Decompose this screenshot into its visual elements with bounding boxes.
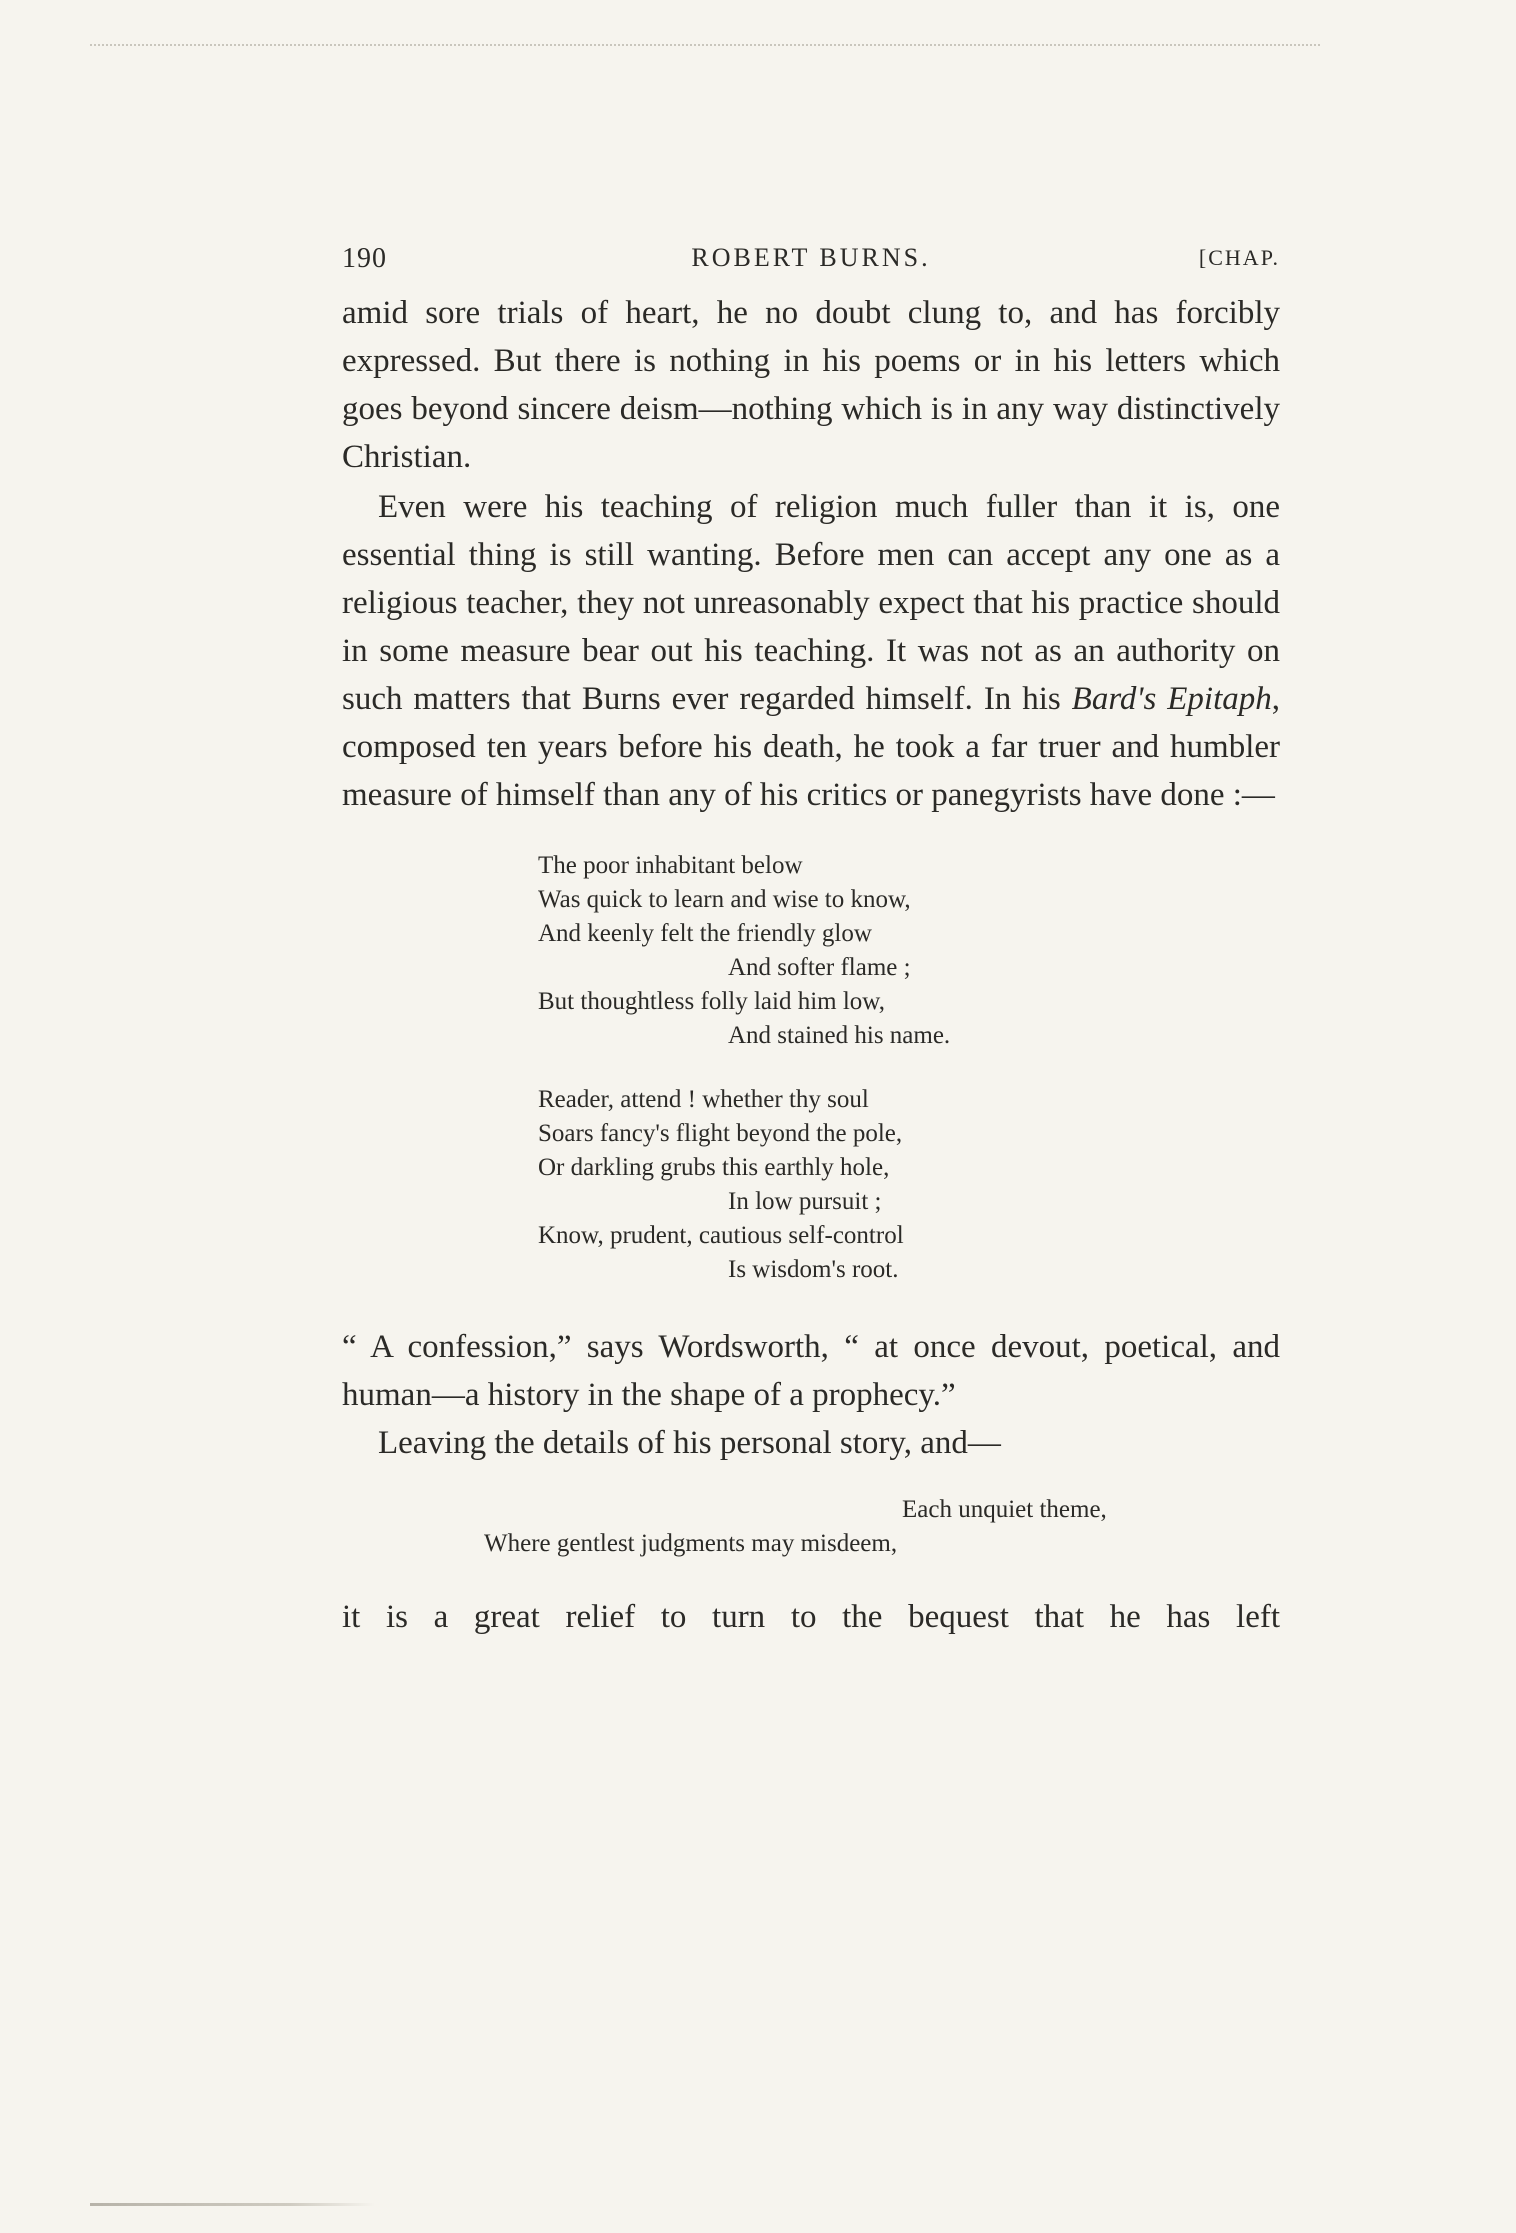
scan-edge-bottom	[90, 2203, 375, 2206]
running-head	[342, 243, 1280, 287]
paragraph-continued	[342, 289, 1280, 481]
book-page	[342, 243, 1280, 1641]
paragraph-text: , composed ten years before his death, he took a far truer and humbler measure of himself than any of his critics or panegyrists have done :—	[342, 681, 1280, 813]
verse-line: Each unquiet theme,	[902, 1496, 1107, 1523]
verse-line: But thoughtless folly laid him low,	[538, 988, 885, 1015]
verse-line: And stained his name.	[728, 1022, 951, 1049]
verse-line: The poor inhabitant below	[538, 852, 803, 879]
verse-line: Is wisdom's root.	[728, 1256, 899, 1283]
verse-line: In low pursuit ;	[728, 1188, 882, 1215]
chapter-marker: [CHAP.	[1198, 245, 1280, 270]
page-number: 190	[342, 243, 387, 274]
paragraph-text: Even were his teaching of religion much fuller than it is, one essential thing is still wanting. Before men can accept any one as a religious teacher, they not unreasonably expect that his practice should in some measure bear out his teaching. It was not as an authority on such matters that Burns ever regarded himself. In his	[342, 489, 1280, 717]
verse-stanza-1	[342, 849, 1280, 1053]
verse-quotation	[342, 1493, 1280, 1561]
verse-line: Reader, attend ! whether thy soul	[538, 1086, 869, 1113]
paragraph-text: “ A confession,” says Wordsworth, “ at once devout, poetical, and human—a history in the shape of a prophecy.”	[342, 1329, 1280, 1413]
paragraph-wordsworth-quote	[342, 1323, 1280, 1419]
paragraph-text: amid sore trials of heart, he no doubt clung to, and has forcibly expressed. But there is nothing in his poems or in his letters which goes beyond sincere deism—nothing which is in any way distinctively Christian.	[342, 295, 1280, 475]
paragraph-leaving-details	[342, 1419, 1280, 1467]
paragraph-text: Leaving the details of his personal story, and—	[378, 1425, 1001, 1461]
verse-line: Was quick to learn and wise to know,	[538, 886, 911, 913]
italic-title: Bard's Epitaph	[1071, 681, 1272, 717]
verse-line: And keenly felt the friendly glow	[538, 920, 872, 947]
verse-stanza-2	[342, 1083, 1280, 1287]
running-title: ROBERT BURNS.	[691, 243, 931, 272]
verse-line: And softer flame ;	[728, 954, 911, 981]
verse-line: Know, prudent, cautious self-control	[538, 1222, 904, 1249]
verse-line: Soars fancy's flight beyond the pole,	[538, 1120, 903, 1147]
paragraph-bards-epitaph	[342, 483, 1280, 819]
scan-edge-top	[90, 44, 1320, 46]
verse-line: Where gentlest judgments may misdeem,	[484, 1530, 898, 1557]
paragraph-text: it is a great relief to turn to the bequest that he has left	[342, 1599, 1280, 1635]
verse-line: Or darkling grubs this earthly hole,	[538, 1154, 890, 1181]
paragraph-bequest	[342, 1593, 1280, 1641]
